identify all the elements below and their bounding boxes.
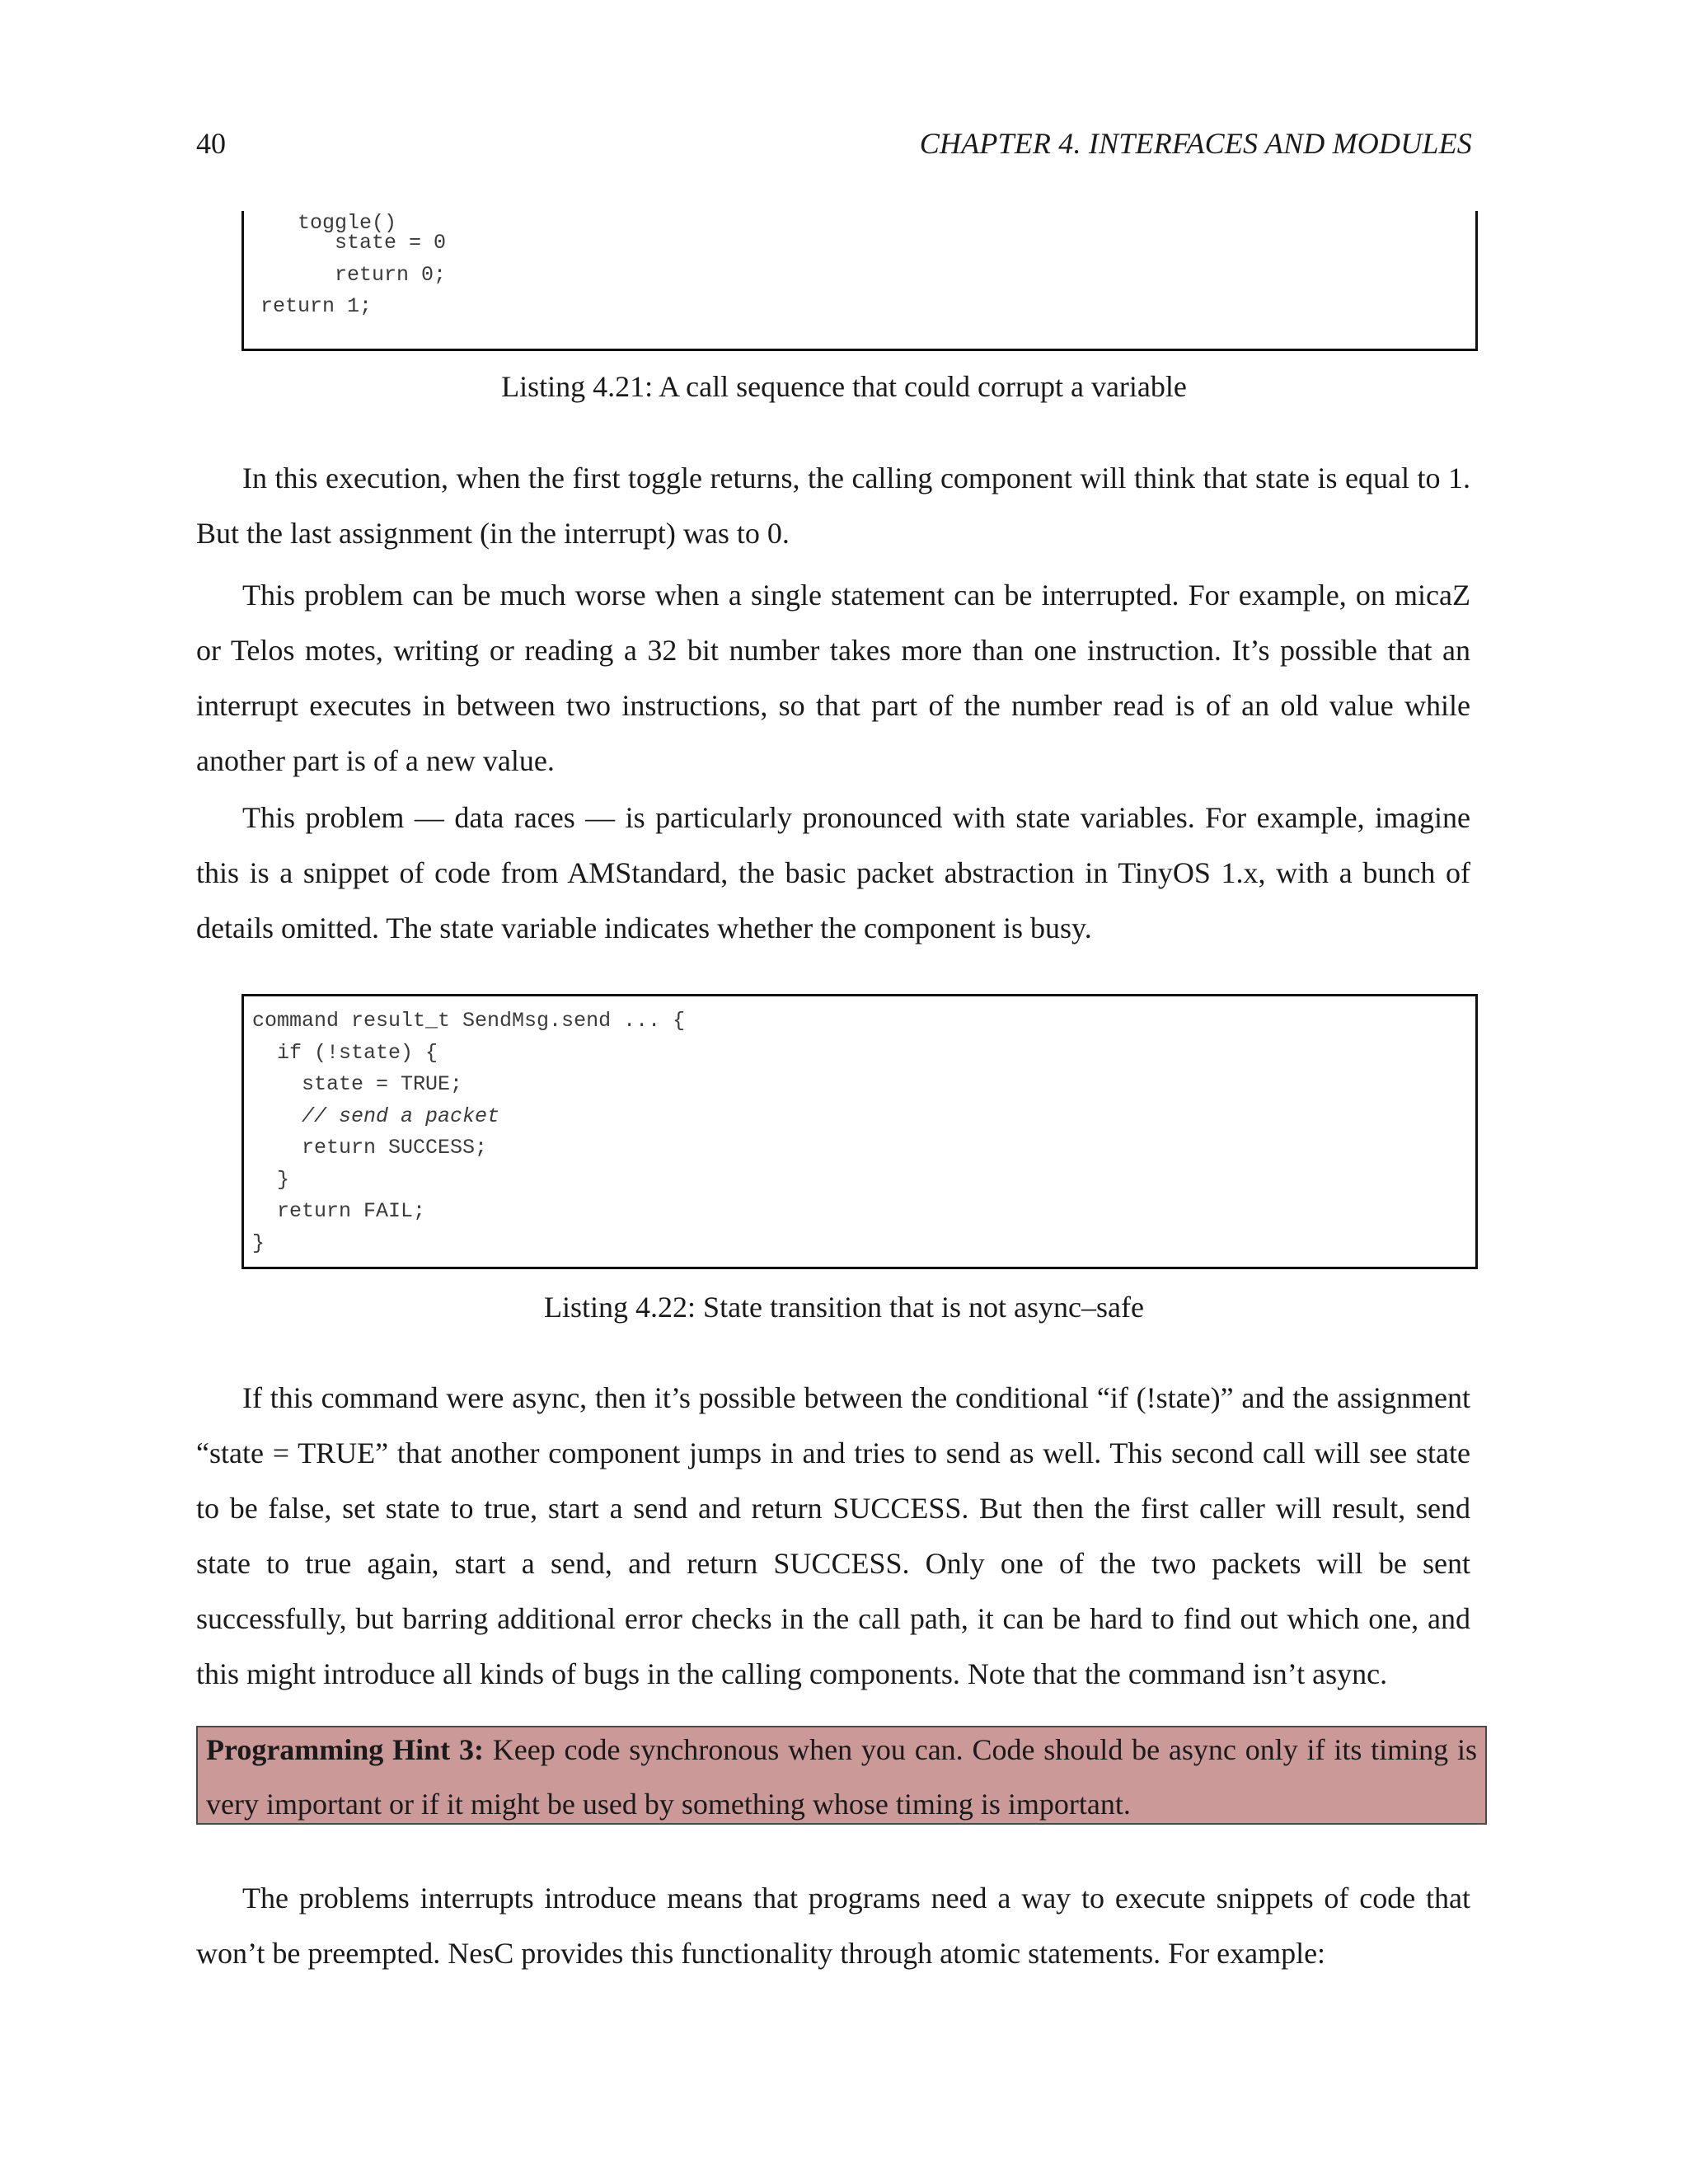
hint-label: Programming Hint 3:	[206, 1733, 484, 1766]
code-line: return SUCCESS;	[252, 1136, 488, 1160]
code-listing-421	[241, 211, 1478, 351]
paragraph: If this command were async, then it’s possible between the conditional “if (!state)” and the assignment “state = TRUE” that another component jumps in and tries to send as well. This second call will see state to be false, set state to true, start a send and return SUCCESS. But then the first caller will result, send state to true again, start a send, and return SUCCESS. Only one of the two packets will be sent successfully, but barring additional error checks in the call path, it can be hard to find out which one, and this might introduce all kinds of bugs in the calling components. Note that the command isn’t async.	[196, 1381, 1470, 1690]
paragraph: The problems interrupts introduce means that programs need a way to execute snippets of code that won’t be preempted. NesC provides this functionality through atomic statements. For example:	[196, 1882, 1470, 1970]
code-line: // send a packet	[252, 1104, 500, 1128]
paragraph: In this execution, when the first toggle returns, the calling component will think that state is equal to 1. But the last assignment (in the interrupt) was to 0.	[196, 462, 1470, 550]
code-line: command result_t SendMsg.send ... {	[252, 1009, 686, 1033]
page-number: 40	[196, 127, 226, 160]
programming-hint-box	[196, 1726, 1487, 1825]
code-line: state = TRUE;	[252, 1072, 463, 1096]
code-line: toggle()	[248, 211, 397, 235]
code-line: if (!state) {	[252, 1041, 438, 1065]
hint-text	[206, 1722, 1477, 1831]
running-head: CHAPTER 4. INTERFACES AND MODULES	[919, 127, 1472, 160]
paragraph: This problem can be much worse when a single statement can be interrupted. For example, on micaZ or Telos motes, writing or reading a 32 bit number takes more than one instruction. It’s possible that an interrupt executes in between two instructions, so that part of the number read is of an old value while another part is of a new value.	[196, 579, 1470, 777]
paragraph: This problem — data races — is particularly pronounced with state variables. For example, imagine this is a snippet of code from AMStandard, the basic packet abstraction in TinyOS 1.x, with a bunch of details omitted. The state variable indicates whether the component is busy.	[196, 801, 1470, 944]
code-line: }	[252, 1168, 290, 1192]
code-line: return 0;	[248, 263, 447, 287]
code-line: }	[252, 1231, 265, 1255]
code-line: return 1;	[248, 294, 373, 318]
listing-caption: Listing 4.22: State transition that is not async–safe	[544, 1291, 1144, 1324]
hint-body: Keep code synchronous when you can. Code should be async only if its timing is very important or if it might be used by something whose timing is important.	[206, 1733, 1477, 1821]
listing-caption: Listing 4.21: A call sequence that could corrupt a variable	[501, 370, 1187, 403]
code-line: state = 0	[248, 231, 447, 255]
code-listing-422	[241, 994, 1478, 1269]
code-line: return FAIL;	[252, 1199, 426, 1223]
